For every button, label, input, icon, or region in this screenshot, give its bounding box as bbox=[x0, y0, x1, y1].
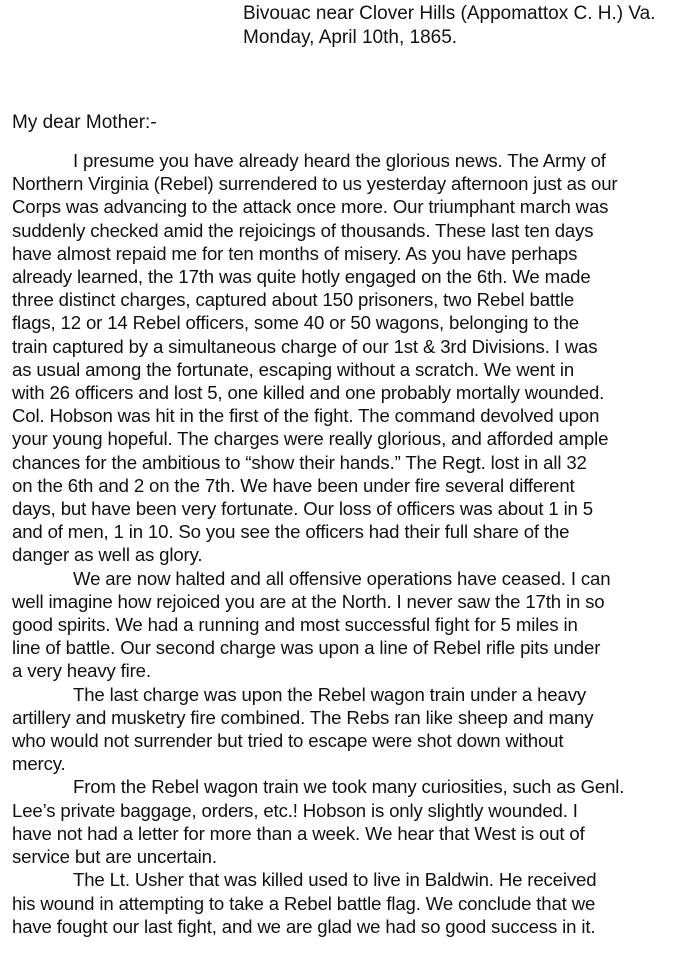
letter-line: have not had a letter for more than a week. We hear that West is out of bbox=[12, 822, 585, 844]
letter-line: have fought our last fight, and we are glad we had so good success in it. bbox=[12, 915, 596, 937]
letter-line: with 26 officers and lost 5, one killed and one probably mortally wounded. bbox=[12, 382, 605, 404]
letter-line: who would not surrender but tried to escape were shot down without bbox=[12, 730, 564, 752]
letter-paragraph bbox=[12, 683, 698, 776]
letter-line: on the 6th and 2 on the 7th. We have been under fire several different bbox=[12, 474, 575, 496]
letter-line: three distinct charges, captured about 150 prisoners, two Rebel battle bbox=[12, 289, 575, 311]
letter-line: service but are uncertain. bbox=[12, 846, 217, 868]
letter-line: Lee’s private baggage, orders, etc.! Hobson is only slightly wounded. I bbox=[12, 799, 578, 821]
letter-line: The Lt. Usher that was killed used to live in Baldwin. He received bbox=[73, 869, 597, 891]
letter-line: well imagine how rejoiced you are at the North. I never saw the 17th in so bbox=[12, 590, 605, 612]
letter-paragraph bbox=[12, 567, 698, 683]
letter-line: a very heavy fire. bbox=[12, 660, 151, 682]
letter-line: his wound in attempting to take a Rebel battle flag. We conclude that we bbox=[12, 892, 596, 914]
letter-line: Corps was advancing to the attack once more. Our triumphant march was bbox=[12, 196, 609, 218]
letter-line: already learned, the 17th was quite hotly engaged on the 6th. We made bbox=[12, 266, 591, 288]
letter-heading bbox=[243, 2, 656, 50]
letter-paragraph bbox=[12, 868, 698, 938]
letter-line: suddenly checked amid the rejoicings of thousands. These last ten days bbox=[12, 219, 594, 241]
letter-line: Col. Hobson was hit in the first of the fight. The command devolved upon bbox=[12, 405, 600, 427]
letter-body bbox=[12, 149, 698, 938]
letter-line: artillery and musketry fire combined. The Rebs ran like sheep and many bbox=[12, 706, 594, 728]
letter-salutation: My dear Mother:- bbox=[12, 112, 157, 133]
letter-line: Northern Virginia (Rebel) surrendered to us yesterday afternoon just as our bbox=[12, 173, 618, 195]
letter-line: and of men, 1 in 10. So you see the officers had their full share of the bbox=[12, 521, 570, 543]
letter-line: We are now halted and all offensive operations have ceased. I can bbox=[73, 567, 611, 589]
letter-line: as usual among the fortunate, escaping without a scratch. We went in bbox=[12, 358, 575, 380]
letter-line: have almost repaid me for ten months of misery. As you have perhaps bbox=[12, 242, 578, 264]
letter-place: Bivouac near Clover Hills (Appomattox C. H.) Va. bbox=[243, 3, 656, 24]
letter-line: I presume you have already heard the glorious news. The Army of bbox=[73, 150, 606, 171]
letter-date: Monday, April 10th, 1865. bbox=[243, 27, 458, 48]
letter-line: danger as well as glory. bbox=[12, 544, 203, 566]
letter-line: your young hopeful. The charges were really glorious, and afforded ample bbox=[12, 428, 609, 450]
letter-line: mercy. bbox=[12, 753, 66, 775]
letter-paragraph bbox=[12, 149, 698, 567]
letter-line: line of battle. Our second charge was upon a line of Rebel rifle pits under bbox=[12, 637, 601, 659]
letter-line: From the Rebel wagon train we took many curiosities, such as Genl. bbox=[73, 776, 625, 798]
letter-line: good spirits. We had a running and most successful fight for 5 miles in bbox=[12, 614, 578, 636]
letter-line: flags, 12 or 14 Rebel officers, some 40 or 50 wagons, belonging to the bbox=[12, 312, 579, 334]
letter-line: The last charge was upon the Rebel wagon train under a heavy bbox=[73, 683, 586, 705]
letter-line: days, but have been very fortunate. Our loss of officers was about 1 in 5 bbox=[12, 498, 593, 520]
letter-paragraph bbox=[12, 775, 698, 868]
letter-line: train captured by a simultaneous charge of our 1st & 3rd Divisions. I was bbox=[12, 335, 598, 357]
letter-line: chances for the ambitious to “show their hands.” The Regt. lost in all 32 bbox=[12, 451, 587, 473]
